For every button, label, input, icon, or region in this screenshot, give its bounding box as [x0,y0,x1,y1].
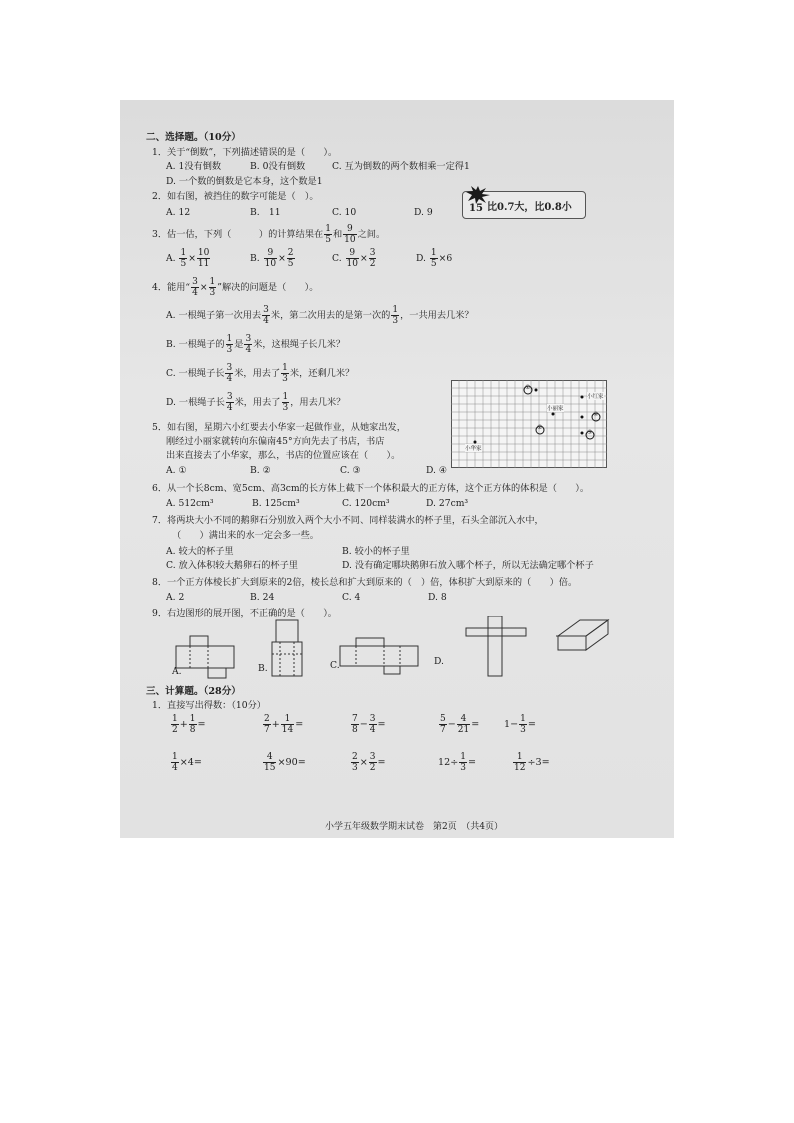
q5-line1: 5．如右图，星期六小红要去小华家一起做作业，从她家出发， [152,422,406,433]
q5-option-d: D. ④ [426,465,448,476]
exam-photo [120,100,674,838]
q6-stem: 6．从一个长8cm、宽5cm、高3cm的长方体上截下一个体积最大的正方体，这个正方体的体积是（ ）。 [152,483,590,494]
q8-option-d: D. 8 [428,592,447,603]
direction-map [451,380,607,468]
q4-stem: 4．能用“ $\frac{3}{4}$ × $\frac{1}{3}$ ”解决的问题是（ ）。 [152,277,319,298]
calc-item: 1− $\frac{1}{3}$ = [504,714,536,735]
badge-text: 比0.7大，比0.8小 [487,202,572,213]
map-grid [451,380,607,468]
badge-number: 15 [469,203,483,214]
map-label-xiaoli: 小丽家 [547,406,564,412]
page-footer: 小学五年级数学期末试卷 第2页 （共4页） [325,822,503,832]
q5-option-c: C. ③ [340,465,361,476]
q6-option-c: C. 120cm³ [342,498,390,509]
q6-option-a: A. 512cm³ [166,498,214,509]
q4-option-c: C. 一根绳子长 $\frac{3}{4}$ 米，用去了 $\frac{1}{3}$ 米，还剩几米？ [166,363,355,384]
map-marker-1: ① [525,384,531,391]
q6-option-d: D. 27cm³ [426,498,469,509]
q3-option-a: A. $\frac{1}{5}$ × $\frac{10}{11}$ [166,248,210,269]
section3-title: 三、计算题。（28分） [146,686,241,697]
q5-line3: 出来直接去了小华家，那么，书店的位置应该在（ ）。 [166,450,401,461]
cube-nets-figure [170,616,612,682]
calc-item: $\frac{7}{8}$ − $\frac{3}{4}$ = [352,714,386,735]
calc-item: $\frac{2}{3}$ × $\frac{3}{2}$ = [352,752,386,773]
q7-option-a: A. 较大的杯子里 [166,546,234,557]
q7-option-d: D. 没有确定哪块鹅卵石放入哪个杯子，所以无法确定哪个杯子 [342,560,594,571]
q4-option-d: D. 一根绳子长 $\frac{3}{4}$ 米，用去了 $\frac{1}{3}$ ，用去几米？ [166,392,346,413]
q9-stem: 9．右边图形的展开图，不正确的是（ ）。 [152,608,337,619]
map-marker-2: ② [537,424,543,431]
q3-option-b: B. $\frac{9}{10}$ × $\frac{2}{5}$ [250,248,294,269]
calc-item: $\frac{1}{12}$ ÷3= [514,752,550,773]
q1-option-b: B. 0没有倒数 [250,161,306,172]
q5-line2: 刚经过小丽家就转向东偏南45°方向先去了书店，书店 [166,436,385,447]
hidden-number-card [462,191,586,219]
q8-option-c: C. 4 [342,592,361,603]
q1-option-a: A. 1没有倒数 [166,161,222,172]
q2-option-b: B. 11 [250,207,281,218]
q7-option-b: B. 较小的杯子里 [342,546,410,557]
calc-item: $\frac{1}{4}$ ×4= [172,752,202,773]
calc-item: $\frac{5}{7}$ − $\frac{4}{21}$ = [440,714,480,735]
map-label-xiaohong: 小红家 [587,394,604,400]
q2-option-d: D. 9 [414,207,433,218]
section3-sub1: 1．直接写出得数：（10分） [152,700,266,711]
calc-item: $\frac{2}{7}$ + $\frac{1}{14}$ = [264,714,304,735]
calc-item: 12÷ $\frac{1}{3}$ = [438,752,477,773]
q3-option-c: C. $\frac{9}{10}$ × $\frac{3}{2}$ [332,248,376,269]
exam-paper [120,100,674,838]
q3-option-d: D. $\frac{1}{5}$ ×6 [416,248,453,269]
q3-stem: 3．估一估，下列（ ）的计算结果在 $\frac{1}{5}$ 和 $\frac{9}{10}$ 之间。 [152,224,386,245]
q7-line1: 7．将两块大小不同的鹅卵石分别放入两个大小不同、同样装满水的杯子里，石头全部沉入水中， [152,515,544,526]
q6-option-b: B. 125cm³ [252,498,300,509]
q1-option-d: D. 一个数的倒数是它本身，这个数是1 [166,176,323,187]
q2-option-c: C. 10 [332,207,357,218]
q7-line2: （ ）满出来的水一定会多一些。 [172,530,319,541]
q5-option-b: B. ② [250,465,271,476]
map-marker-3: ③ [587,429,593,436]
q9-option-b: B. [258,663,268,674]
q1-stem: 1．关于“倒数”，下列描述错误的是（ ）。 [152,147,338,158]
q4-option-b: B. 一根绳子的 $\frac{1}{3}$ 是 $\frac{3}{4}$ 米，这根绳子长几米？ [166,334,346,355]
map-marker-4: ④ [593,411,599,418]
q2-stem: 2．如右图，被挡住的数字可能是（ ）。 [152,191,319,202]
section-title: 二、选择题。（10分） [146,132,241,143]
q8-option-b: B. 24 [250,592,275,603]
q9-option-d: D. [434,656,444,667]
calc-item: $\frac{4}{15}$ ×90= [264,752,306,773]
calc-item: $\frac{1}{2}$ + $\frac{1}{8}$ = [172,714,206,735]
q8-option-a: A. 2 [166,592,185,603]
q4-option-a: A. 一根绳子第一次用去 $\frac{3}{4}$ 米，第二次用去的是第一次的 $\frac{1}{3}$ ，一共用去几米？ [166,305,474,326]
map-label-xiaohua: 小华家 [465,446,482,452]
q2-option-a: A. 12 [166,207,191,218]
q7-option-c: C. 放入体积较大鹅卵石的杯子里 [166,560,298,571]
q9-option-c: C. [330,660,340,671]
q5-option-a: A. ① [166,465,187,476]
q1-option-c: C. 互为倒数的两个数相乘一定得1 [332,161,470,172]
q8-stem: 8．一个正方体棱长扩大到原来的2倍，棱长总和扩大到原来的（ ）倍，体积扩大到原来的（ ）倍。 [152,577,578,588]
q9-option-a: A. [172,666,182,677]
